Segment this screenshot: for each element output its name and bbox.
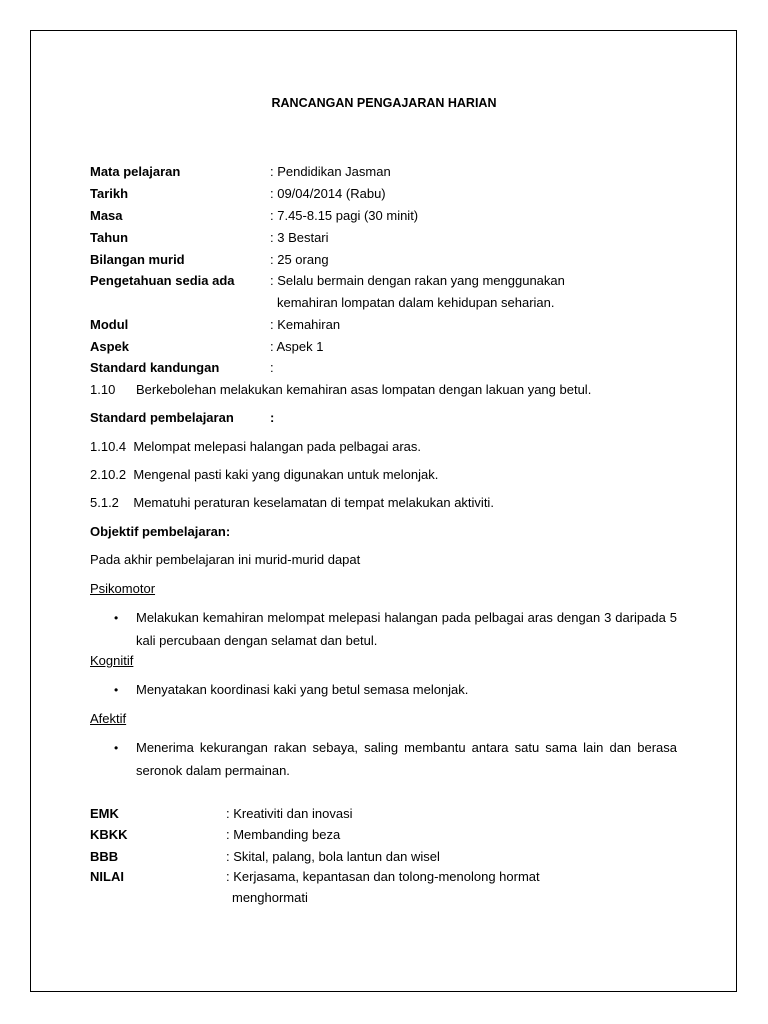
kbkk-value: : Membanding beza [226,827,341,842]
objektif-intro: Pada akhir pembelajaran ini murid-murid dapat [90,552,361,567]
bullet-icon: • [114,611,119,625]
nilai-label: NILAI [90,869,124,884]
nilai-value-line1: : Kerjasama, kepantasan dan tolong-menolong hormat [226,869,540,884]
tarikh-label: Tarikh [90,186,129,201]
modul-value: : Kemahiran [270,317,341,332]
tahun-label: Tahun [90,230,129,245]
bilangan-murid-value: : 25 orang [270,252,329,267]
mata-pelajaran-value: : Pendidikan Jasman [270,164,391,179]
document-title: RANCANGAN PENGAJARAN HARIAN [271,96,497,110]
modul-label: Modul [90,317,129,332]
mata-pelajaran-label: Mata pelajaran [90,164,181,179]
pengetahuan-label: Pengetahuan sedia ada [90,273,235,288]
bilangan-murid-label: Bilangan murid [90,252,185,267]
emk-label: EMK [90,806,119,821]
bbb-value: : Skital, palang, bola lantun dan wisel [226,849,440,864]
kbkk-label: KBKK [90,827,128,842]
standard-pembelajaran-item: 5.1.2 Mematuhi peraturan keselamatan di tempat melakukan aktiviti. [90,495,494,510]
aspek-label: Aspek [90,339,130,354]
standard-pembelajaran-colon: : [270,410,275,425]
psikomotor-item: Melakukan kemahiran melompat melepasi halangan pada pelbagai aras dengan 3 daripada 5 kali percubaan dengan selamat dan betul. [136,610,677,648]
standard-kandungan-colon: : [270,360,274,375]
aspek-value: : Aspek 1 [270,339,324,354]
standard-kandungan-text: Berkebolehan melakukan kemahiran asas lompatan dengan lakuan yang betul. [136,382,592,397]
kognitif-item: Menyatakan koordinasi kaki yang betul semasa melonjak. [136,682,469,697]
objektif-label: Objektif pembelajaran: [90,524,231,539]
standard-kandungan-code: 1.10 [90,382,116,397]
emk-value: : Kreativiti dan inovasi [226,806,353,821]
masa-value: : 7.45-8.15 pagi (30 minit) [270,208,419,223]
nilai-value-line2: menghormati [232,890,308,905]
tahun-value: : 3 Bestari [270,230,329,245]
bbb-label: BBB [90,849,119,864]
afektif-heading: Afektif [90,711,127,726]
tarikh-value: : 09/04/2014 (Rabu) [270,186,386,201]
standard-kandungan-label: Standard kandungan [90,360,220,375]
bullet-icon: • [114,741,119,755]
kognitif-heading: Kognitif [90,653,134,668]
pengetahuan-value-line2: kemahiran lompatan dalam kehidupan seharian. [277,295,555,310]
masa-label: Masa [90,208,123,223]
psikomotor-heading: Psikomotor [90,581,156,596]
standard-pembelajaran-item: 1.10.4 Melompat melepasi halangan pada pelbagai aras. [90,439,422,454]
bullet-icon: • [114,683,119,697]
afektif-item: Menerima kekurangan rakan sebaya, saling membantu antara satu sama lain dan berasa seronok dalam permainan. [136,740,677,778]
standard-pembelajaran-item: 2.10.2 Mengenal pasti kaki yang digunakan untuk melonjak. [90,467,439,482]
pengetahuan-value-line1: : Selalu bermain dengan rakan yang menggunakan [270,273,565,288]
standard-pembelajaran-label: Standard pembelajaran [90,410,234,425]
